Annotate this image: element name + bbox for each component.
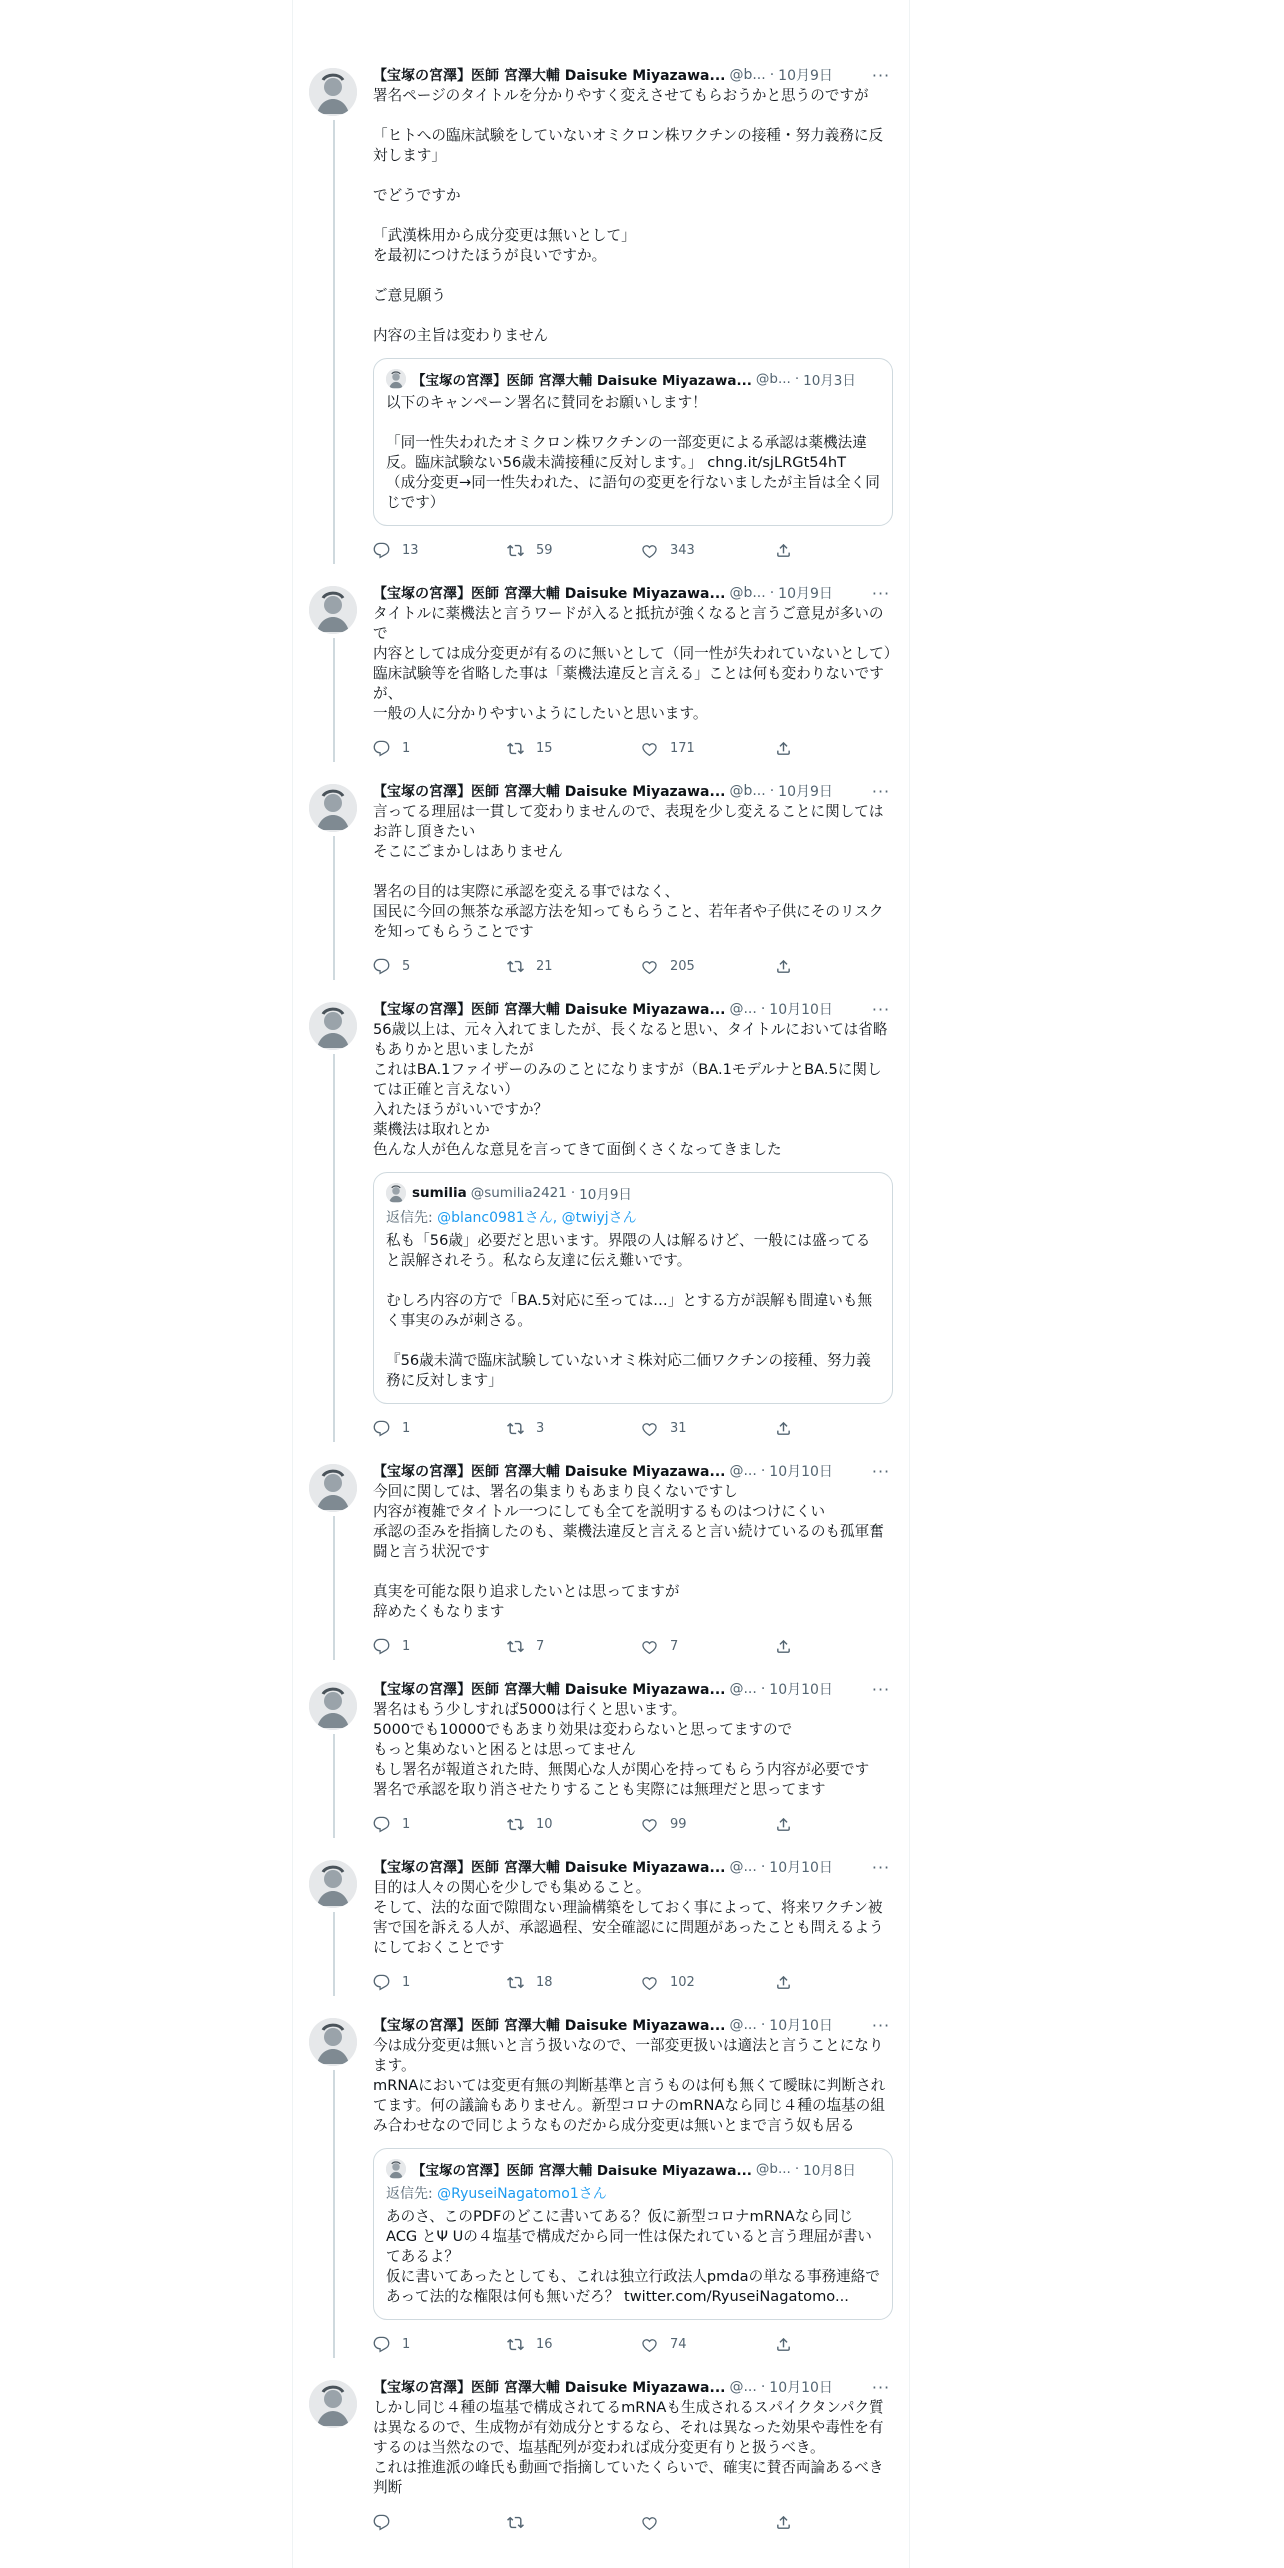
- tweet-body: [373, 1460, 893, 1664]
- quoted-tweet[interactable]: [373, 358, 893, 526]
- author-name[interactable]: 【宝塚の宮澤】医師 宮澤大輔 Daisuke Miyazawa...: [373, 1002, 726, 1018]
- author-handle[interactable]: @...: [729, 1859, 757, 1875]
- retweet-icon: [507, 958, 536, 975]
- author-name[interactable]: 【宝塚の宮澤】医師 宮澤大輔 Daisuke Miyazawa...: [373, 2380, 726, 2396]
- tweet-text: 言ってる理屈は一貫して変わりませんので、表現を少し変えることに関してはお許し頂きたい そこにごまかしはありません 署名の目的は実際に承認を変える事ではなく、 国民に今回の無茶な承認方法を知ってもらうこと、若年者や子供にそのリスクを知ってもらうことです: [373, 803, 884, 940]
- reply-count: 5: [402, 958, 411, 974]
- like-count: 102: [670, 1974, 695, 1990]
- more-icon[interactable]: ···: [871, 781, 891, 801]
- retweet-count: 21: [536, 958, 553, 974]
- tweet-text: 今回に関しては、署名の集まりもあまり良くないですし 内容が複雑でタイトル一つにしても全てを説明するものはつけにくい 承認の歪みを指摘したのも、薬機法違反と言えると言い続けているのも孤軍奮闘と言う状況です 真実を可能な限り追求したいとは思ってますが 辞めたくもなります: [373, 1483, 884, 1620]
- reply-to-label: 返信先:: [386, 1210, 438, 1226]
- quoted-reply-to: [386, 2183, 880, 2203]
- tweet-header: [373, 1460, 893, 1482]
- retweet-count: 10: [536, 1816, 553, 1832]
- retweet-button[interactable]: [507, 2336, 641, 2353]
- tweet-timestamp[interactable]: 10月9日: [778, 784, 833, 800]
- tweet-text: 署名はもう少しすれば5000は行くと思います。 5000でも10000でもあまり効果は変わらないと思ってますので もっと集めないと困るとは思ってません もし署名が報道された時、無関心な人が関心を持ってもらう内容が必要です 署名で承認を取り消させたりすることも実際には無理だと思ってます: [373, 1701, 870, 1798]
- reply-count: 1: [402, 1638, 411, 1654]
- reply-button[interactable]: [373, 2336, 507, 2353]
- reply-button[interactable]: [373, 1816, 507, 1833]
- reply-to-links[interactable]: @RyuseiNagatomo1さん: [437, 2186, 607, 2202]
- retweet-count: 59: [536, 542, 553, 558]
- reply-icon: [373, 740, 402, 757]
- like-button[interactable]: [641, 958, 775, 975]
- share-button[interactable]: [775, 958, 804, 975]
- more-icon[interactable]: ···: [871, 2015, 891, 2035]
- thread-connector: [333, 120, 335, 564]
- separator-dot: ·: [769, 67, 775, 83]
- avatar[interactable]: [309, 2018, 357, 2066]
- author-handle[interactable]: @...: [729, 1001, 757, 1017]
- quoted-author-handle: @b...: [755, 2161, 791, 2177]
- separator-dot: ·: [760, 2379, 766, 2395]
- avatar[interactable]: [309, 586, 357, 634]
- author-handle[interactable]: @b...: [729, 585, 766, 601]
- like-button[interactable]: [641, 740, 775, 757]
- tweet-actions: [373, 1964, 893, 2000]
- retweet-icon: [507, 740, 536, 757]
- quoted-tweet-header: [386, 2159, 880, 2179]
- tweet-body: [373, 64, 893, 568]
- separator-dot: ·: [760, 1681, 766, 1697]
- share-button[interactable]: [775, 1816, 804, 1833]
- tweet-actions: [373, 730, 893, 766]
- reply-icon: [373, 2336, 402, 2353]
- share-icon: [775, 542, 804, 559]
- share-button[interactable]: [775, 1974, 804, 1991]
- reply-icon: [373, 1420, 402, 1437]
- tweet-text: 56歳以上は、元々入れてましたが、長くなると思い、タイトルにおいては省略もありかと思いましたが これはBA.1ファイザーのみのことになりますが（BA.1モデルナとBA.5に関しては正確と言えない） 入れたほうがいいですか？ 薬機法は取れとか 色んな人が色んな意見を言ってきて面倒くさくなってきました: [373, 1021, 888, 1158]
- tweet-header: [373, 1678, 893, 1700]
- retweet-count: 18: [536, 1974, 553, 1990]
- tweet-header: [373, 2376, 893, 2398]
- retweet-icon: [507, 1420, 536, 1437]
- retweet-button[interactable]: [507, 1974, 641, 1991]
- share-button[interactable]: [775, 740, 804, 757]
- tweet-actions: [373, 1806, 893, 1842]
- like-icon: [641, 1638, 670, 1655]
- quoted-author-handle: @sumilia2421: [470, 1185, 567, 1201]
- author-handle[interactable]: @...: [729, 1463, 757, 1479]
- retweet-button[interactable]: [507, 1638, 641, 1655]
- tweet[interactable]: [293, 50, 909, 568]
- avatar[interactable]: [309, 2380, 357, 2428]
- author-handle[interactable]: @...: [729, 2379, 757, 2395]
- reply-to-links[interactable]: @blanc0981さん, @twiyjさん: [437, 1210, 637, 1226]
- thread-feed: [293, 50, 909, 2540]
- avatar[interactable]: [309, 68, 357, 116]
- quoted-author-name: 【宝塚の宮澤】医師 宮澤大輔 Daisuke Miyazawa...: [412, 373, 752, 389]
- quoted-avatar: [386, 1183, 406, 1203]
- retweet-icon: [507, 2514, 536, 2531]
- tweet-timestamp[interactable]: 10月10日: [769, 1682, 833, 1698]
- retweet-button[interactable]: [507, 2514, 641, 2531]
- retweet-icon: [507, 542, 536, 559]
- quoted-reply-to: [386, 1207, 880, 1227]
- reply-icon: [373, 542, 402, 559]
- share-icon: [775, 1638, 804, 1655]
- tweet-body: [373, 2376, 893, 2540]
- more-icon[interactable]: ···: [871, 2377, 891, 2397]
- thread-connector: [333, 1912, 335, 1996]
- tweet[interactable]: [293, 2362, 909, 2540]
- tweet-timestamp[interactable]: 10月10日: [769, 1860, 833, 1876]
- more-icon[interactable]: ···: [871, 583, 891, 603]
- like-count: 99: [670, 1816, 687, 1832]
- avatar[interactable]: [309, 1002, 357, 1050]
- tweet-body: [373, 582, 893, 766]
- more-icon[interactable]: ···: [871, 999, 891, 1019]
- like-count: 343: [670, 542, 695, 558]
- tweet-actions: [373, 1628, 893, 1664]
- like-count: 205: [670, 958, 695, 974]
- reply-icon: [373, 1816, 402, 1833]
- reply-count: 1: [402, 740, 411, 756]
- reply-count: 1: [402, 1420, 411, 1436]
- like-icon: [641, 2514, 670, 2531]
- separator-dot: ·: [794, 371, 800, 387]
- author-name[interactable]: 【宝塚の宮澤】医師 宮澤大輔 Daisuke Miyazawa...: [373, 1682, 726, 1698]
- like-button[interactable]: [641, 1816, 775, 1833]
- tweet-body: [373, 780, 893, 984]
- more-icon[interactable]: ···: [871, 65, 891, 85]
- retweet-button[interactable]: [507, 740, 641, 757]
- quoted-author-name: sumilia: [412, 1185, 467, 1201]
- tweet-actions: [373, 1410, 893, 1446]
- retweet-button[interactable]: [507, 1420, 641, 1437]
- share-icon: [775, 1974, 804, 1991]
- like-icon: [641, 958, 670, 975]
- reply-button[interactable]: [373, 1974, 507, 1991]
- retweet-icon: [507, 1974, 536, 1991]
- retweet-count: 3: [536, 1420, 545, 1436]
- tweet[interactable]: [293, 1842, 909, 2000]
- share-icon: [775, 2514, 804, 2531]
- share-button[interactable]: [775, 2336, 804, 2353]
- separator-dot: ·: [760, 1001, 766, 1017]
- reply-icon: [373, 958, 402, 975]
- tweet-header: [373, 64, 893, 86]
- author-handle[interactable]: @b...: [729, 783, 766, 799]
- avatar[interactable]: [309, 784, 357, 832]
- tweet-actions: [373, 532, 893, 568]
- tweet-timestamp[interactable]: 10月10日: [769, 1002, 833, 1018]
- share-button[interactable]: [775, 1420, 804, 1437]
- like-button[interactable]: [641, 1420, 775, 1437]
- quoted-tweet-text: 私も「56歳」必要だと思います。界隈の人は解るけど、一般には盛ってると誤解されそう。私なら友達に伝え難いです。 むしろ内容の方で「BA.5対応に至っては…」とする方が誤解も間違いも無く事実のみが刺さる。 『56歳未満で臨床試験していないオミ株対応二価ワクチンの接種、努力義務に反対します」: [386, 1232, 873, 1389]
- thread-connector: [333, 836, 335, 980]
- tweet-body: [373, 1678, 893, 1842]
- quoted-tweet[interactable]: [373, 1172, 893, 1404]
- tweet-header: [373, 780, 893, 802]
- like-icon: [641, 740, 670, 757]
- like-button[interactable]: [641, 2336, 775, 2353]
- separator-dot: ·: [760, 1859, 766, 1875]
- reply-button[interactable]: [373, 958, 507, 975]
- tweet-body: [373, 2014, 893, 2362]
- like-button[interactable]: [641, 1638, 775, 1655]
- reply-button[interactable]: [373, 2514, 507, 2531]
- separator-dot: ·: [769, 783, 775, 799]
- thread-connector: [333, 1734, 335, 1838]
- retweet-count: 7: [536, 1638, 545, 1654]
- avatar[interactable]: [309, 1860, 357, 1908]
- share-button[interactable]: [775, 2514, 804, 2531]
- retweet-button[interactable]: [507, 958, 641, 975]
- separator-dot: ·: [570, 1185, 576, 1201]
- tweet[interactable]: [293, 2000, 909, 2362]
- author-name[interactable]: 【宝塚の宮澤】医師 宮澤大輔 Daisuke Miyazawa...: [373, 784, 726, 800]
- quoted-tweet-text: あのさ、このPDFのどこに書いてある？仮に新型コロナmRNAなら同じACG とΨ Uの４塩基で構成だから同一性は保たれていると言う理屈が書いてあるよ？ 仮に書いてあったとしても、これは独立行政法人pmdaの単なる事務連絡であって法的な権限は何も無いだろ？ twitter.com/RyuseiNagatomo...: [386, 2208, 880, 2305]
- author-name[interactable]: 【宝塚の宮澤】医師 宮澤大輔 Daisuke Miyazawa...: [373, 68, 726, 84]
- author-handle[interactable]: @...: [729, 1681, 757, 1697]
- tweet-text: 今は成分変更は無いと言う扱いなので、一部変更扱いは適法と言うことになります。 mRNAにおいては変更有無の判断基準と言うものは何も無くて曖昧に判断されてます。何の議論もありません。新型コロナのmRNAなら同じ４種の塩基の組み合わせなので同じようなものだから成分変更は無いとまで言う奴も居る: [373, 2037, 886, 2134]
- reply-count: 1: [402, 1816, 411, 1832]
- timeline-column: [292, 0, 910, 2568]
- retweet-button[interactable]: [507, 1816, 641, 1833]
- author-name[interactable]: 【宝塚の宮澤】医師 宮澤大輔 Daisuke Miyazawa...: [373, 2018, 726, 2034]
- reply-icon: [373, 2514, 402, 2531]
- retweet-count: 16: [536, 2336, 553, 2352]
- like-count: 74: [670, 2336, 687, 2352]
- reply-button[interactable]: [373, 1420, 507, 1437]
- separator-dot: ·: [769, 585, 775, 601]
- like-button[interactable]: [641, 542, 775, 559]
- like-count: 31: [670, 1420, 687, 1436]
- thread-connector: [333, 1054, 335, 1442]
- tweet-timestamp[interactable]: 10月9日: [778, 68, 833, 84]
- author-name[interactable]: 【宝塚の宮澤】医師 宮澤大輔 Daisuke Miyazawa...: [373, 1860, 726, 1876]
- tweet-header: [373, 2014, 893, 2036]
- quoted-timestamp: 10月9日: [579, 1187, 632, 1203]
- tweet[interactable]: [293, 1664, 909, 1842]
- author-handle[interactable]: @b...: [729, 67, 766, 83]
- quoted-tweet-header: [386, 1183, 880, 1203]
- separator-dot: ·: [794, 2161, 800, 2177]
- tweet-timestamp[interactable]: 10月10日: [769, 2380, 833, 2396]
- share-icon: [775, 958, 804, 975]
- thread-connector: [333, 2070, 335, 2358]
- like-icon: [641, 1974, 670, 1991]
- reply-button[interactable]: [373, 542, 507, 559]
- tweet-text: 署名ページのタイトルを分かりやすく変えさせてもらおうかと思うのですが 「ヒトへの臨床試験をしていないオミクロン株ワクチンの接種・努力義務に反対します」 でどうですか 「武漢株用から成分変更は無いとして」 を最初につけたほうが良いですか。 ご意見願う 内容の主旨は変わりません: [373, 87, 884, 344]
- retweet-icon: [507, 2336, 536, 2353]
- quoted-author-handle: @b...: [755, 371, 791, 387]
- more-icon[interactable]: ···: [871, 1679, 891, 1699]
- separator-dot: ·: [760, 1463, 766, 1479]
- tweet-timestamp[interactable]: 10月10日: [769, 2018, 833, 2034]
- share-button[interactable]: [775, 542, 804, 559]
- like-icon: [641, 1420, 670, 1437]
- tweet-text: しかし同じ４種の塩基で構成されてるmRNAも生成されるスパイクタンパク質は異なるので、生成物が有効成分とするなら、それは異なった効果や毒性を有するのは当然なので、塩基配列が変われば成分変更有りと扱うべき。 これは推進派の峰氏も動画で指摘していたくらいで、確実に賛否両論あるべき判断: [373, 2399, 884, 2496]
- tweet[interactable]: [293, 568, 909, 766]
- quoted-tweet-text: 以下のキャンペーン署名に賛同をお願いします！ 「同一性失われたオミクロン株ワクチンの一部変更による承認は薬機法違反。臨床試験ない56歳未満接種に反対します。」 chng.it/sjLRGt54hT （成分変更→同一性失われた、に語句の変更を行ないましたが主旨は全く同じです）: [386, 394, 880, 511]
- tweet-body: [373, 998, 893, 1446]
- author-name[interactable]: 【宝塚の宮澤】医師 宮澤大輔 Daisuke Miyazawa...: [373, 586, 726, 602]
- reply-count: 13: [402, 542, 419, 558]
- reply-button[interactable]: [373, 740, 507, 757]
- quoted-tweet-header: [386, 369, 880, 389]
- share-icon: [775, 740, 804, 757]
- avatar[interactable]: [309, 1682, 357, 1730]
- like-button[interactable]: [641, 1974, 775, 1991]
- share-button[interactable]: [775, 1638, 804, 1655]
- quoted-author-name: 【宝塚の宮澤】医師 宮澤大輔 Daisuke Miyazawa...: [412, 2163, 752, 2179]
- tweet[interactable]: [293, 984, 909, 1446]
- separator-dot: ·: [760, 2017, 766, 2033]
- tweet-actions: [373, 948, 893, 984]
- like-icon: [641, 542, 670, 559]
- thread-connector: [333, 638, 335, 762]
- author-name[interactable]: 【宝塚の宮澤】医師 宮澤大輔 Daisuke Miyazawa...: [373, 1464, 726, 1480]
- reply-button[interactable]: [373, 1638, 507, 1655]
- reply-count: 1: [402, 1974, 411, 1990]
- tweet[interactable]: [293, 766, 909, 984]
- reply-icon: [373, 1638, 402, 1655]
- like-icon: [641, 1816, 670, 1833]
- quoted-avatar: [386, 369, 406, 389]
- reply-to-label: 返信先:: [386, 2186, 438, 2202]
- quoted-tweet[interactable]: [373, 2148, 893, 2320]
- reply-icon: [373, 1974, 402, 1991]
- retweet-button[interactable]: [507, 542, 641, 559]
- share-icon: [775, 2336, 804, 2353]
- more-icon[interactable]: ···: [871, 1461, 891, 1481]
- share-icon: [775, 1816, 804, 1833]
- reply-count: 1: [402, 2336, 411, 2352]
- more-icon[interactable]: ···: [871, 1857, 891, 1877]
- like-icon: [641, 2336, 670, 2353]
- thread-connector: [333, 1516, 335, 1660]
- tweet-header: [373, 582, 893, 604]
- retweet-icon: [507, 1638, 536, 1655]
- tweet-header: [373, 998, 893, 1020]
- quoted-timestamp: 10月8日: [803, 2163, 856, 2179]
- tweet-header: [373, 1856, 893, 1878]
- quoted-timestamp: 10月3日: [803, 373, 856, 389]
- like-count: 7: [670, 1638, 679, 1654]
- retweet-count: 15: [536, 740, 553, 756]
- retweet-icon: [507, 1816, 536, 1833]
- like-count: 171: [670, 740, 695, 756]
- tweet-timestamp[interactable]: 10月9日: [778, 586, 833, 602]
- tweet-text: 目的は人々の関心を少しでも集めること。 そして、法的な面で隙間ない理論構築をしておく事によって、将来ワクチン被害で国を訴える人が、承認過程、安全確認にに問題があったことも問えるようにしておくことです: [373, 1879, 884, 1956]
- avatar[interactable]: [309, 1464, 357, 1512]
- quoted-avatar: [386, 2159, 406, 2179]
- tweet-actions: [373, 2326, 893, 2362]
- like-button[interactable]: [641, 2514, 775, 2531]
- tweet-text: タイトルに薬機法と言うワードが入ると抵抗が強くなると言うご意見が多いので 内容としては成分変更が有るのに無いとして（同一性が失われていないとして）臨床試験等を省略した事は「薬機法違反と言える」ことは何も変わりないですが、 一般の人に分かりやすいようにしたいと思います。: [373, 605, 892, 722]
- tweet-timestamp[interactable]: 10月10日: [769, 1464, 833, 1480]
- tweet-body: [373, 1856, 893, 2000]
- tweet-actions: [373, 2504, 893, 2540]
- tweet[interactable]: [293, 1446, 909, 1664]
- share-icon: [775, 1420, 804, 1437]
- author-handle[interactable]: @...: [729, 2017, 757, 2033]
